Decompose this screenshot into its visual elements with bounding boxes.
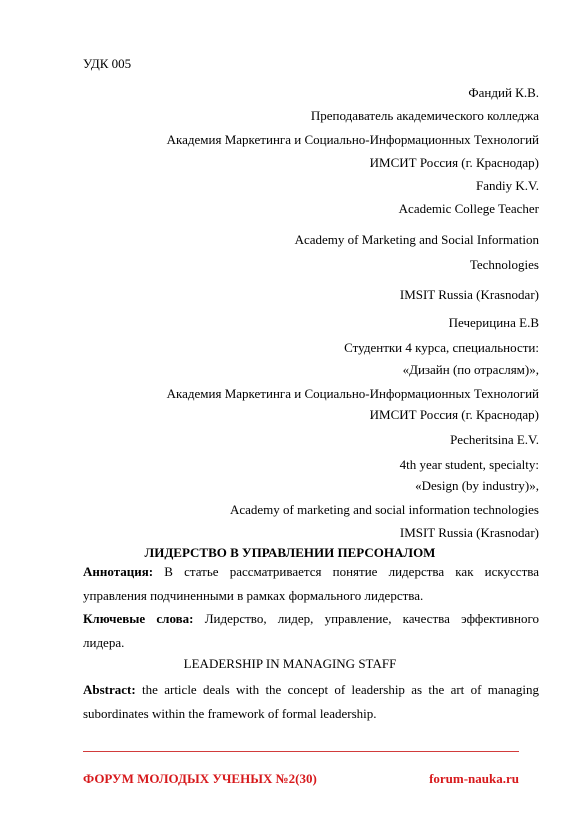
footer-divider [83,751,519,752]
author-affiliation-ru: Академия Маркетинга и Социально-Информационных Технологий [166,132,539,147]
keywords-line-1 [83,607,539,631]
coauthor-specialty-en: «Design (by industry)», [415,478,539,493]
author-name-en: Fandiy K.V. [476,178,539,193]
abstract-text-1: the article deals with the concept of leadership as the art of managing [135,682,539,697]
abstract-line-2: subordinates within the framework of formal leadership. [83,705,377,721]
footer-site-link[interactable]: forum-nauka.ru [429,771,519,786]
abstract-label: Abstract: [83,682,136,697]
annotation-line-1 [83,560,539,584]
abstract-line-1 [83,678,539,702]
annotation-paragraph [83,560,539,607]
coauthor-specialty-ru: «Дизайн (по отраслям)», [402,362,539,377]
coauthor-affiliation-en: Academy of marketing and social information technologies [229,502,539,517]
author-name-ru: Фандий К.В. [468,85,539,100]
keywords-line-2: лидера. [83,634,125,650]
keywords-paragraph [83,607,539,654]
article-title-ru: ЛИДЕРСТВО В УПРАВЛЕНИИ ПЕРСОНАЛОМ [144,545,436,560]
coauthor-affiliation-ru: Академия Маркетинга и Социально-Информационных Технологий [166,386,539,401]
author-location-en: IMSIT Russia (Krasnodar) [399,287,539,302]
coauthor-position-ru: Студентки 4 курса, специальности: [344,340,539,355]
keywords-text-1: Лидерство, лидер, управление, качества эффективного [193,611,539,626]
author-location-ru: ИМСИТ Россия (г. Краснодар) [369,155,539,170]
article-title-en: LEADERSHIP IN MANAGING STAFF [183,656,397,671]
keywords-label: Ключевые слова: [83,611,194,626]
annotation-line-2: управления подчиненными в рамках формального лидерства. [83,587,424,603]
author-affiliation-en: Academy of Marketing and Social Information [294,232,539,247]
coauthor-location-en: IMSIT Russia (Krasnodar) [399,525,539,540]
author-affiliation-en-cont: Technologies [469,257,539,272]
udk-code: УДК 005 [83,56,132,71]
footer-journal: ФОРУМ МОЛОДЫХ УЧЕНЫХ №2(30) [83,771,317,786]
annotation-text-1: В статье рассматривается понятие лидерства как искусства [153,564,539,579]
coauthor-location-ru: ИМСИТ Россия (г. Краснодар) [369,407,539,422]
annotation-label: Аннотация: [83,564,154,579]
author-position-ru: Преподаватель академического колледжа [310,108,539,123]
coauthor-name-ru: Печерицина Е.В [448,315,539,330]
coauthor-name-en: Pecheritsina E.V. [450,432,539,447]
abstract-paragraph [83,678,539,725]
author-position-en: Academic College Teacher [398,201,539,216]
coauthor-position-en: 4th year student, specialty: [399,457,539,472]
